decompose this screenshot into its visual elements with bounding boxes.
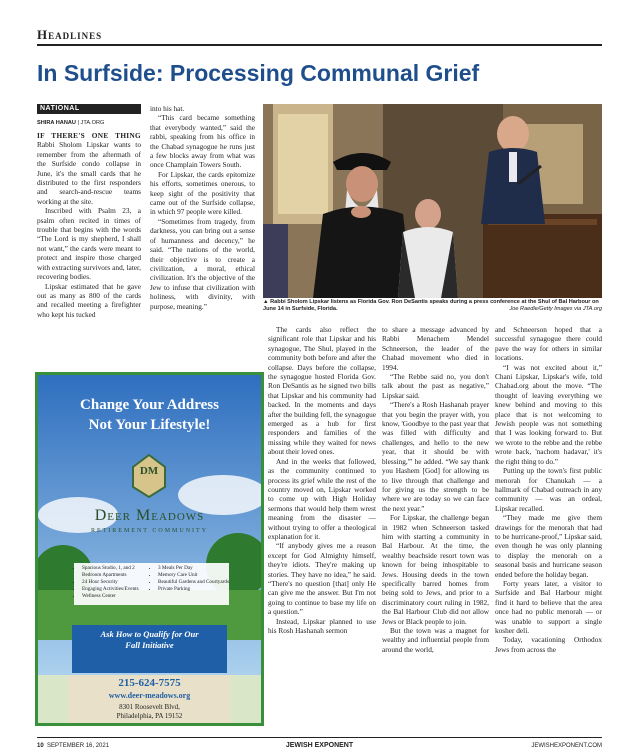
- press-conference-photo: [263, 104, 602, 298]
- ad-address: [38, 703, 261, 721]
- paragraph: “They made me give them drawings for the menorah that had to be hurricane-proof,” Lipskar said, even though he was only planning to display the menorah on a seasonal basis and hurricane season ended before the holiday began.: [495, 513, 602, 579]
- ad-cta-line-2: Fall Initiative: [125, 640, 174, 650]
- paragraph: And in the weeks that followed, as the community continued to process its grief while the rest of the country moved on, Lipskar worked to come up with High Holiday sermons that would help them wrest meaning from the disaster — without trying to offer a theological explanation for it.: [268, 456, 376, 541]
- paragraph: “I was not excited about it,” Chani Lipskar, Lipskar's wife, told Chabad.org about the move. “The thought of leaving everything we knew behind and moving to this place that is not welcoming to Jewish people was not something that I was looking forward to. But we wrote to the rebbe and the rebbe wrote back, 'nachom hadavar,' it's the right thing to do.”: [495, 362, 602, 466]
- ad-feature: • Spacious Studio, 1, and 2 Bedroom Apartments: [82, 565, 154, 579]
- ad-headline-line-2: Not Your Lifestyle!: [88, 417, 211, 433]
- ad-headline-line-1: Change Your Address: [80, 397, 219, 413]
- paragraph: The cards also reflect the significant role that Lipskar and his synagogue, The Shul, played in the community both before and after the collapse. Days before the collapse, the synagogue hosted Florida Gov. Ron DeSantis as he signed two bills that Lipskar and his community had backed. In the moments and days after the building fell, the synagogue emerged as a hub for first responders and families of the missing while they waited for news about their loved ones.: [268, 325, 376, 457]
- paragraph: Inscribed with Psalm 23, a psalm often recited in times of trouble that begins with the words “The Lord is my shepherd, I shall not want,” the cards were meant to protect and inspire those charged with extracting survivors and, later, recovering bodies.: [37, 206, 141, 282]
- ad-address-line-1: 8301 Roosevelt Blvd,: [119, 703, 180, 711]
- footer-website[interactable]: JEWISHEXPONENT.COM: [531, 743, 602, 749]
- article-column-3: [268, 325, 376, 737]
- article-column-5: [495, 325, 602, 737]
- paragraph: IF THERE'S ONE THING Rabbi Sholom Lipskar wants to remember from the aftermath of the Surfside condo collapse in June, it's the small cards that he distributed to the first responders and search-and-rescue teams working at the site.: [37, 131, 141, 206]
- paragraph: to share a message advanced by Rabbi Menachem Mendel Schneerson, the leader of the Chabad movement who died in 1994.: [382, 325, 489, 372]
- byline: SHIRA HANAU | JTA.ORG: [37, 120, 105, 126]
- paragraph: into his hat.: [150, 104, 185, 113]
- ad-feature: • 3 Meals Per Day: [158, 565, 230, 572]
- page-number: 10: [37, 743, 44, 749]
- paragraph: “If anybody gives me a reason except for God Almighty himself, they're idiots. They're making up stories. They have no idea,” he said. “There's no question [that] only He can give me the answer. But I'm not going to continue to base my life on a question.”: [268, 541, 376, 617]
- paragraph: But the town was a magnet for wealthy and influential people from around the world,: [382, 626, 489, 654]
- article-column-2: [150, 104, 255, 374]
- caption-text: ▲ Rabbi Sholom Lipskar listens as Florida Gov. Ron DeSantis speaks during a press conference at the Shul of Bal Harbour on June 14 in Surfside, Florida.: [263, 299, 599, 312]
- ad-call-to-action: [72, 629, 227, 651]
- photo-credit: Joe Raedle/Getty Images via JTA.org: [509, 306, 602, 312]
- article-column-1: [37, 131, 141, 371]
- paragraph: For Lipskar, the cards epitomize his efforts, sometimes onerous, to keep sight of the positivity that came out of the Surfside collapse, in which 97 people were killed.: [150, 169, 255, 217]
- footer-divider: [37, 737, 602, 738]
- photo-caption: [263, 299, 602, 313]
- ad-feature: • Memory Care Unit: [158, 572, 230, 579]
- issue-date: SEPTEMBER 16, 2021: [47, 743, 110, 749]
- article-headline: In Surfside: Processing Communal Grief: [37, 60, 480, 86]
- paragraph: For Lipskar, the challenge began in 1982 when Schneerson tasked him with starting a community in Bal Harbour. At the time, the wealthy beachside resort town was known for being inhospitable to Jews. Housing deeds in the town specifically barred homes from being sold to Jews, and prior to a discriminatory court ruling in 1982, the Bal Harbour Club did not allow Jews or Black people to join.: [382, 513, 489, 626]
- ad-features-left: [74, 565, 154, 600]
- ad-feature: • Beautiful Gardens and Courtyards: [158, 579, 230, 586]
- deer-meadows-logo: DM: [139, 465, 159, 477]
- ad-phone[interactable]: 215-624-7575: [118, 677, 181, 689]
- ad-website-link[interactable]: www.deer-meadows.org: [108, 691, 191, 700]
- ad-feature: • Wellness Center: [82, 593, 154, 600]
- section-heading: Headlines: [37, 27, 103, 42]
- ad-brand-subtitle: RETIREMENT COMMUNITY: [90, 528, 209, 534]
- paragraph: Instead, Lipskar planned to use his Rosh Hashanah sermon: [268, 616, 376, 635]
- section-label: NATIONAL: [37, 104, 141, 114]
- ad-address-line-2: Philadelphia, PA 19152: [116, 712, 183, 720]
- paragraph: “Sometimes from tragedy, from darkness, you can bring out a sense of humanness and decency,” he said. “The nations of the world, their objective is to create a civilization, a moral, ethical civilization. It's the objective of the Jew to infuse that civilization with holiness, with divinity, with purpose, meaning.”: [150, 216, 255, 311]
- paragraph: Today, vacationing Orthodox Jews from across the: [495, 635, 602, 654]
- paragraph: Forty years later, a visitor to Surfside and Bal Harbour might find it hard to believe that the area once had no public menorah — or was unable to support a single kosher deli.: [495, 578, 602, 635]
- paragraph: “This card became something that everybody wanted,” said the rabbi, speaking from his office in the Chabad synagogue he runs just a few blocks away from what was once Champlain Towers South.: [150, 113, 255, 170]
- section-divider: [37, 44, 602, 46]
- ad-cta-line-1: Ask How to Qualify for Our: [100, 629, 199, 639]
- paragraph: Lipskar estimated that he gave out as many as 800 of the cards and recalled meeting a firefighter who kept his tucked: [37, 281, 141, 319]
- paragraph: and Schneerson hoped that a successful synagogue there could pave the way for others in similar locations.: [495, 325, 602, 363]
- photo-illustration: [263, 104, 602, 298]
- ad-feature: • Engaging Activities/Events: [82, 586, 154, 593]
- lead-in: IF THERE'S ONE THING: [37, 131, 141, 140]
- ad-features-right: [150, 565, 230, 593]
- ad-headline: [38, 395, 261, 435]
- deer-meadows-advertisement: [35, 372, 264, 726]
- paragraph: “There's a Rosh Hashanah prayer that you begin the prayer with, you know, 'Goodbye to the past year that was filled with difficulty and challenges, and hello to the new year, that it should be with blessing,'” he added. “We say thank you Hashem [God] for allowing us to live through that challenge and for giving us the strength to be where we are today so we can face the next year.”: [382, 400, 489, 513]
- byline-source: JTA.ORG: [80, 120, 105, 126]
- footer-publication: JEWISH EXPONENT: [285, 742, 354, 749]
- paragraph: Putting up the town's first public menorah for Chanukah — a hallmark of Chabad outreach in any community — was an ordeal, Lipskar recalled.: [495, 466, 602, 513]
- ad-brand-name: Deer Meadows: [94, 507, 205, 524]
- article-column-4: [382, 325, 489, 737]
- ad-feature: • 24 Hour Security: [82, 579, 154, 586]
- byline-author: SHIRA HANAU: [37, 120, 76, 126]
- ad-feature: • Private Parking: [158, 586, 230, 593]
- paragraph: “The Rebbe said no, you don't talk about the past as negative,” Lipskar said.: [382, 372, 489, 400]
